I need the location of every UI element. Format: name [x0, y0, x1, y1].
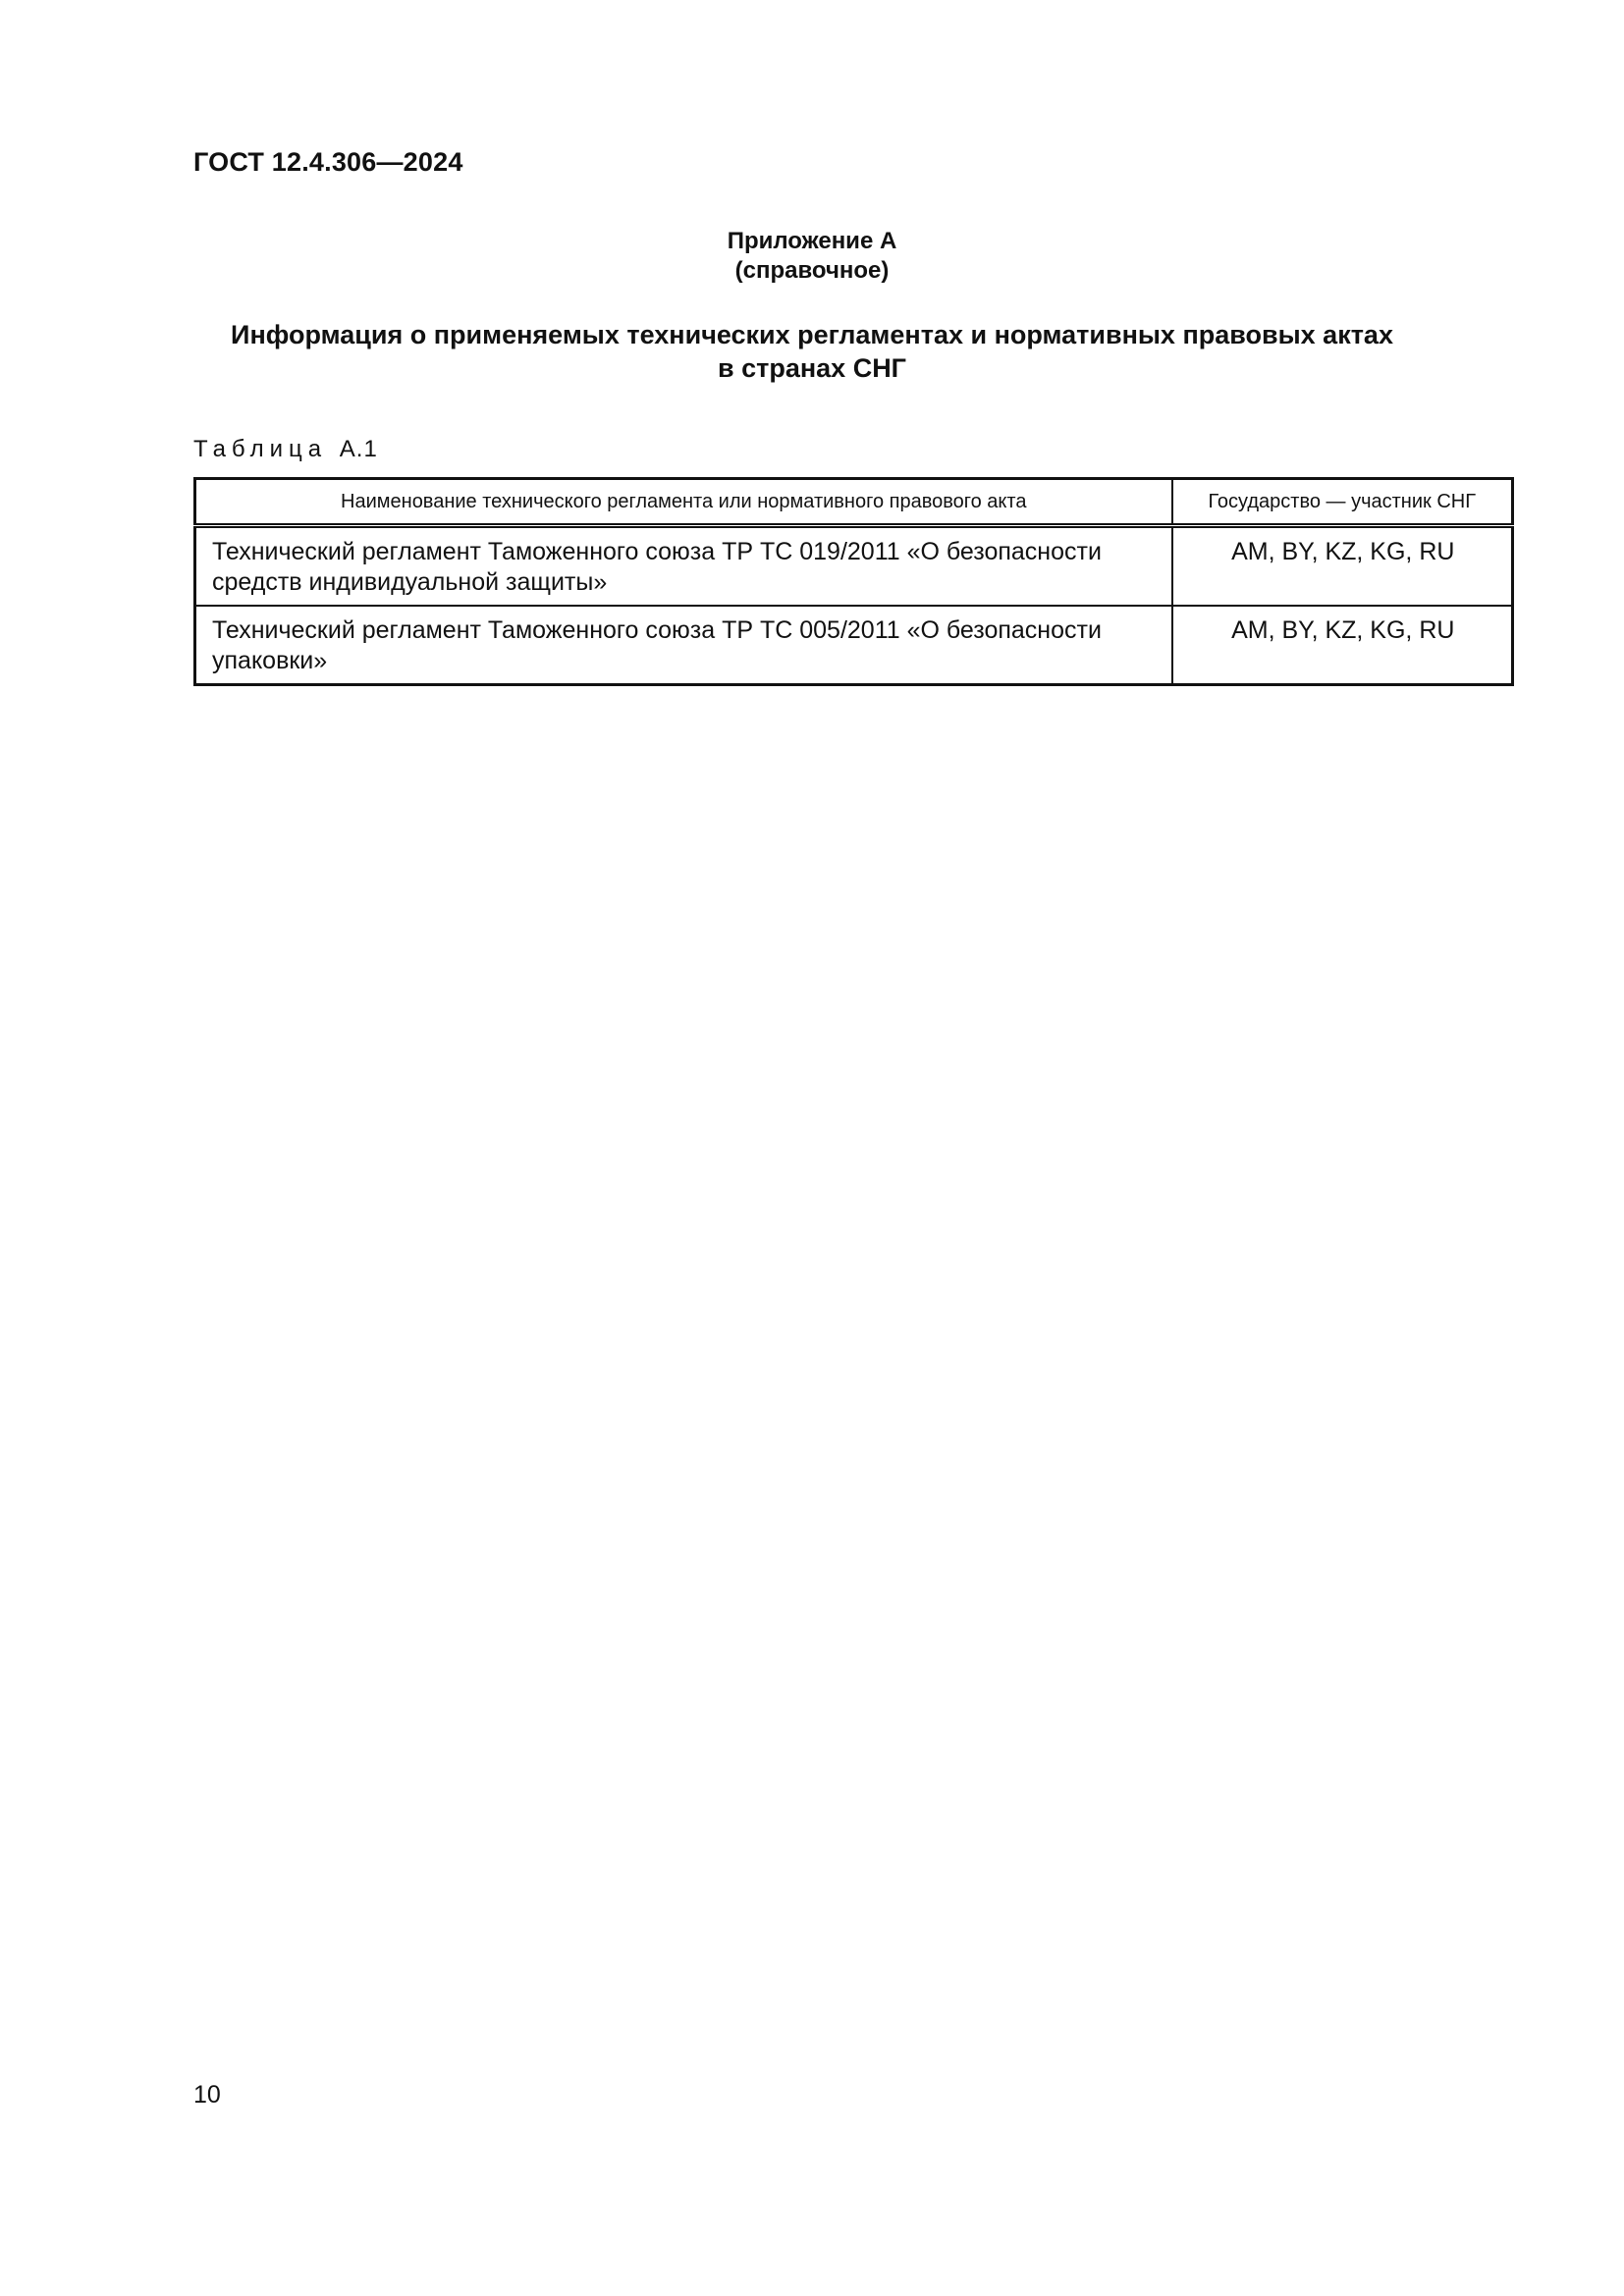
- table-caption: [193, 436, 378, 463]
- regulation-name-cell: [195, 526, 1172, 607]
- table-row: [195, 606, 1513, 685]
- table-caption-number: А.1: [339, 436, 378, 462]
- appendix-status: (справочное): [734, 257, 890, 284]
- document-header-code: ГОСТ 12.4.306—2024: [193, 147, 463, 177]
- column-header-regulation-name: Наименование технического регламента или нормативного правового акта: [195, 479, 1172, 526]
- table-row: [195, 526, 1513, 607]
- regulation-name-cell: [195, 606, 1172, 685]
- appendix-label: Приложение А: [727, 228, 897, 254]
- appendix-title-line-1: Информация о применяемых технических регламентах и нормативных правовых актах: [231, 320, 1393, 349]
- regulations-table: [193, 477, 1514, 686]
- regulation-name-line: упаковки»: [212, 647, 328, 674]
- page-number: 10: [193, 2081, 221, 2109]
- table-header-row: [195, 479, 1513, 526]
- appendix-heading: [0, 227, 1624, 286]
- appendix-title-line-2: в странах СНГ: [718, 353, 906, 383]
- member-states-cell: AM, BY, KZ, KG, RU: [1231, 616, 1455, 644]
- regulation-name-line: Технический регламент Таможенного союза ТР ТС 005/2011 «О безопасности: [212, 616, 1102, 644]
- regulation-name-line: средств индивидуальной защиты»: [212, 568, 608, 596]
- appendix-title: [0, 318, 1624, 385]
- table-caption-label: Таблица: [193, 436, 328, 462]
- regulation-name-line: Технический регламент Таможенного союза ТР ТС 019/2011 «О безопасности: [212, 538, 1102, 565]
- member-states-cell: AM, BY, KZ, KG, RU: [1172, 526, 1513, 607]
- column-header-member-state: Государство — участник СНГ: [1172, 479, 1513, 526]
